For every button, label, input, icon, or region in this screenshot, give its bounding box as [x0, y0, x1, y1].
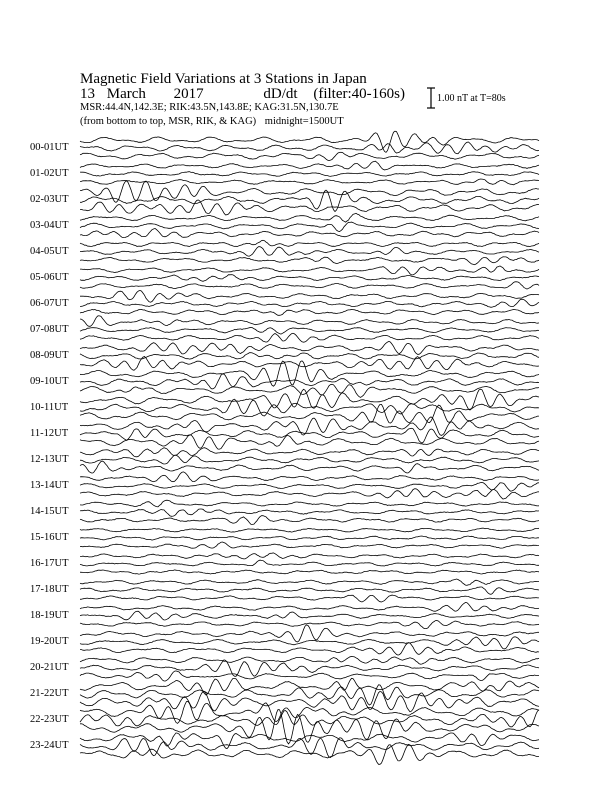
trace-kag-12-13UT	[80, 448, 539, 457]
chart-title: Magnetic Field Variations at 3 Stations in Japan	[80, 71, 367, 87]
trace-rik-00-01UT	[80, 142, 539, 154]
hour-label: 07-08UT	[30, 324, 69, 335]
trace-kag-13-14UT	[80, 472, 539, 482]
hour-label: 14-15UT	[30, 506, 69, 517]
trace-kag-18-19UT	[80, 602, 539, 611]
trace-kag-20-21UT	[80, 657, 539, 665]
trace-kag-15-16UT	[80, 528, 539, 532]
hour-label: 17-18UT	[30, 584, 69, 595]
trace-rik-13-14UT	[80, 483, 539, 492]
trace-rik-14-15UT	[80, 509, 539, 516]
trace-kag-08-09UT	[80, 341, 539, 354]
trace-kag-07-08UT	[80, 316, 539, 327]
trace-msr-12-13UT	[80, 461, 539, 473]
hour-label: 08-09UT	[30, 350, 69, 361]
trace-msr-15-16UT	[80, 542, 539, 548]
order-note: (from bottom to top, MSR, RIK, & KAG)	[80, 116, 257, 127]
trace-rik-04-05UT	[80, 247, 539, 256]
hour-label: 05-06UT	[30, 272, 69, 283]
trace-rik-09-10UT	[80, 374, 539, 389]
trace-msr-04-05UT	[80, 257, 539, 265]
scale-bar	[427, 88, 435, 108]
quantity-label: dD/dt	[263, 86, 298, 102]
date-day: 13	[80, 86, 95, 102]
trace-kag-01-02UT	[80, 161, 539, 170]
trace-kag-10-11UT	[80, 389, 539, 410]
hour-label: 13-14UT	[30, 480, 69, 491]
midnight-note: midnight=1500UT	[264, 116, 344, 127]
trace-kag-11-12UT	[80, 417, 539, 436]
trace-msr-06-07UT	[80, 309, 539, 315]
trace-rik-17-18UT	[80, 587, 539, 594]
trace-kag-19-20UT	[80, 625, 539, 642]
trace-rik-12-13UT	[80, 455, 539, 464]
hour-label: 00-01UT	[30, 142, 69, 153]
trace-rik-03-04UT	[80, 222, 539, 232]
trace-msr-16-17UT	[80, 570, 539, 574]
hour-label: 22-23UT	[30, 714, 69, 725]
trace-msr-22-23UT	[80, 710, 539, 744]
trace-kag-00-01UT	[80, 131, 539, 152]
trace-rik-16-17UT	[80, 560, 539, 566]
trace-msr-02-03UT	[80, 200, 539, 215]
trace-kag-05-06UT	[80, 266, 539, 275]
hour-label: 23-24UT	[30, 740, 69, 751]
trace-msr-03-04UT	[80, 228, 539, 237]
trace-rik-19-20UT	[80, 637, 539, 649]
hour-label: 01-02UT	[30, 168, 69, 179]
hour-label: 15-16UT	[30, 532, 69, 543]
filter-label: (filter:40-160s)	[313, 86, 405, 102]
trace-kag-06-07UT	[80, 290, 539, 302]
trace-kag-04-05UT	[80, 240, 539, 246]
trace-rik-18-19UT	[80, 611, 539, 620]
trace-kag-22-23UT	[80, 701, 539, 723]
hour-label: 19-20UT	[30, 636, 69, 647]
traces-group	[80, 131, 539, 764]
stations-line: MSR:44.4N,142.3E; RIK:43.5N,143.8E; KAG:31.5N,130.7E	[80, 102, 339, 113]
trace-rik-21-22UT	[80, 685, 539, 705]
date-month: March	[106, 86, 146, 102]
hour-label: 21-22UT	[30, 688, 69, 699]
trace-msr-09-10UT	[80, 384, 539, 397]
trace-rik-05-06UT	[80, 275, 539, 282]
trace-rik-07-08UT	[80, 327, 539, 334]
scale-label: 1.00 nT at T=80s	[437, 93, 506, 104]
hour-label: 12-13UT	[30, 454, 69, 465]
trace-msr-19-20UT	[80, 643, 539, 656]
trace-msr-00-01UT	[80, 152, 539, 160]
trace-msr-05-06UT	[80, 282, 539, 289]
trace-rik-01-02UT	[80, 172, 539, 177]
date-year: 2017	[173, 86, 204, 102]
hour-label: 02-03UT	[30, 194, 69, 205]
hour-label: 03-04UT	[30, 220, 69, 231]
hour-label: 18-19UT	[30, 610, 69, 621]
hour-label: 11-12UT	[30, 428, 69, 439]
trace-kag-14-15UT	[80, 500, 539, 507]
hour-label: 09-10UT	[30, 376, 69, 387]
trace-kag-17-18UT	[80, 579, 539, 585]
hour-label: 10-11UT	[30, 402, 69, 413]
trace-msr-11-12UT	[80, 435, 539, 449]
trace-rik-06-07UT	[80, 299, 539, 307]
trace-msr-14-15UT	[80, 516, 539, 525]
trace-rik-15-16UT	[80, 536, 539, 540]
hour-label: 04-05UT	[30, 246, 69, 257]
trace-kag-03-04UT	[80, 213, 539, 222]
trace-msr-01-02UT	[80, 179, 539, 185]
trace-msr-20-21UT	[80, 671, 539, 681]
hour-label: 16-17UT	[30, 558, 69, 569]
trace-kag-21-22UT	[80, 678, 539, 695]
trace-msr-07-08UT	[80, 333, 539, 342]
trace-msr-17-18UT	[80, 595, 539, 602]
hour-label: 20-21UT	[30, 662, 69, 673]
trace-msr-13-14UT	[80, 489, 539, 499]
trace-msr-08-09UT	[80, 357, 539, 371]
trace-kag-16-17UT	[80, 553, 539, 559]
hour-label: 06-07UT	[30, 298, 69, 309]
trace-rik-08-09UT	[80, 353, 539, 360]
